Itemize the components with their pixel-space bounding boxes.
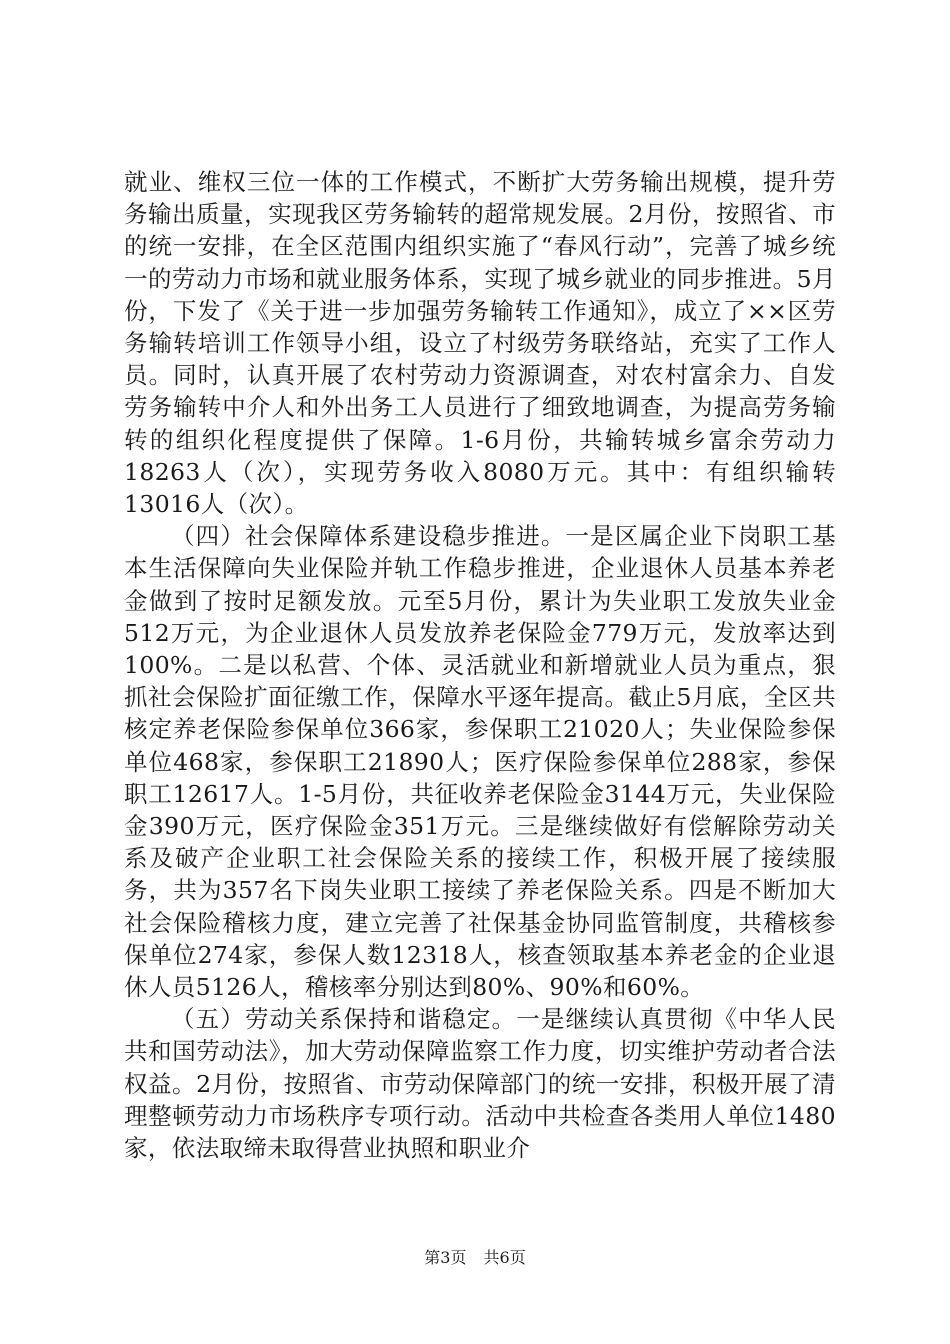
paragraph-social-security: （四）社会保障体系建设稳步推进。一是区属企业下岗职工基本生活保障向失业保险并轨工作稳步推进，企业退休人员基本养老金做到了按时足额发放。元至5月份，累计为失业职工发放失业金512万元，为企业退休人员发放养老保险金779万元，发放率达到100%。二是以私营、个体、灵活就业和新增就业人员为重点，狠抓社会保险扩面征缴工作，保障水平逐年提高。截止5月底，全区共核定养老保险参保单位366家，参保职工21020人；失业保险参保单位468家，参保职工21890人；医疗保险参保单位288家，参保职工12617人。1-5月份，共征收养老保险金3144万元，失业保险金390万元，医疗保险金351万元。三是继续做好有偿解除劳动关系及破产企业职工社会保险关系的接续工作，积极开展了接续服务，共为357名下岗失业职工接续了养老保险关系。四是不断加大社会保险稽核力度，建立完善了社保基金协同监管制度，共稽核参保单位274家，参保人数12318人，核查领取基本养老金的企业退休人员5126人，稽核率分别达到80%、90%和60%。 [124,522,836,1002]
page-total: 共6页 [483,1248,526,1267]
paragraph-labor-transfer: 就业、维权三位一体的工作模式，不断扩大劳务输出规模，提升劳务输出质量，实现我区劳务输转的超常规发展。2月份，按照省、市的统一安排，在全区范围内组织实施了“春风行动”，完善了城乡统一的劳动力市场和就业服务体系，实现了城乡就业的同步推进。5月份，下发了《关于进一步加强劳务输转工作通知》，成立了××区劳务输转培训工作领导小组，设立了村级劳务联络站，充实了工作人员。同时，认真开展了农村劳动力资源调查，对农村富余力、自发劳务输转中介人和外出务工人员进行了细致地调查，为提高劳务输转的组织化程度提供了保障。1-6月份，共输转城乡富余劳动力18263人（次），实现劳务收入8080万元。其中：有组织输转13016人（次）。 [124,168,836,519]
paragraph-labor-relations: （五）劳动关系保持和谐稳定。一是继续认真贯彻《中华人民共和国劳动法》，加大劳动保障监察工作力度，切实维护劳动者合法权益。2月份，按照省、市劳动保障部门的统一安排，积极开展了清理整顿劳动力市场秩序专项行动。活动中共检查各类用人单位1480家，依法取缔未取得营业执照和职业介 [124,1005,836,1163]
page-number: 第3页 [424,1248,467,1267]
document-body [124,166,836,1164]
page-footer [0,1245,950,1268]
